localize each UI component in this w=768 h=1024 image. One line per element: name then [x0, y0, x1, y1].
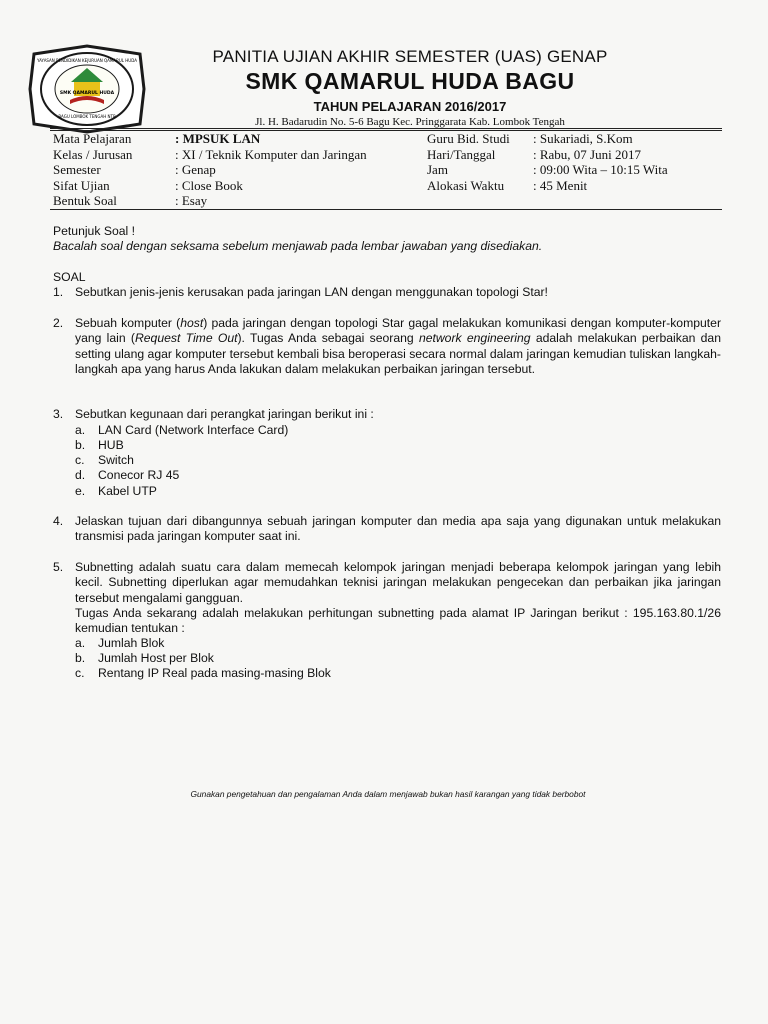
instructions-title: Petunjuk Soal !	[53, 224, 135, 238]
info-value: : 09:00 Wita – 10:15 Wita	[533, 162, 668, 177]
exam-info-left	[53, 131, 413, 209]
info-row	[427, 147, 722, 163]
question-text: Tugas Anda sekarang adalah melakukan perhitungan subnetting pada alamat IP Jaringan berikut : 195.163.80.1/26 kemudian tentukan :	[75, 606, 721, 636]
info-label: Sifat Ujian	[53, 177, 110, 193]
school-name: SMK QAMARUL HUDA BAGU	[245, 68, 575, 94]
info-value: : Genap	[175, 162, 216, 177]
info-row	[427, 131, 722, 147]
info-value: : XI / Teknik Komputer dan Jaringan	[175, 146, 367, 162]
info-value: : MPSUK LAN	[175, 131, 261, 146]
info-row	[53, 193, 413, 209]
exam-page: YAYASAN PENDIDIKAN KEJURUAN QAMARUL HUDA SMK QAMARUL HUDA BAGU LOMBOK TENGAH NTB PANITIA UJIAN AKHIR SEMESTER (UAS) GENAP SMK QAMARUL HUDA BAGU TAHUN PELAJARAN 2016/2017 Jl. H. Badarudin No. 5-6 Bagu Kec. Pringgarata Kab. Lombok Tengah Mata Pelajaran : MPSUK LAN Kelas / Jurusan : XI / Teknik Komputer dan Jaringan Semester : Genap Sifat Ujian : Close Book Bentuk Soal : Esay Guru Bid. Studi : Sukariadi, S.Kom Hari/Tanggal : Rabu, 07 Juni 2017 Jam : 09:00 Wita – 10:15 Wita Alokasi Waktu : 45 Menit Petunjuk Soal ! Bacalah soal dengan seksama sebelum menjawab pada lembar jawaban yang disediakan. SOAL 1. Sebutkan jenis-jenis kerusakan pada jaringan LAN dengan menggunakan topologi Star! 2. Sebuah komputer (host) pada jaringan dengan topologi Star gagal melakukan komunikasi dengan komputer-komputer yang lain (Request Time Out). Tugas Anda sebagai seorang network engineering adalah melakukan perbaikan dan setting ulang agar komputer tersebut kembali bisa beroperasi secara normal dalam jaringan kemudian tuliskan langkah-langkah apa yang harus Anda lakukan dalam melakukan perbaikan jaringan tersebut. 3. Sebutkan kegunaan dari perangkat jaringan berikut ini : a. LAN Card (Network Interface Card) b. HUB c. Switch d. Conecor RJ 45 e. Kabel UTP 4. Jelaskan tujuan dari dibangunnya sebuah jaringan komputer dan media apa saja yang digunakan untuk melakukan transmisi pada jaringan komputer saat ini. 5. Subnetting adalah suatu cara dalam memecah kelompok jaringan menjadi beberapa kelompok jaringan yang lebih kecil. Subnetting diperlukan agar memudahkan teknisi jaringan melakukan pengecekan dan perbaikan jika jaringan tersebut mengalami gangguan. Tugas Anda sekarang adalah melakukan perhitungan subnetting pada alamat IP Jaringan berikut : 195.163.80.1/26 kemudian tentukan : a. Jumlah Blok b. Jumlah Host per Blok c. Rentang IP Real pada masing-masing Blok Gunakan pengetahuan dan pengalaman Anda dalam menjawab bukan hasil karangan yang tidak berbobot	[0, 0, 768, 1024]
info-label: Kelas / Jurusan	[53, 146, 133, 162]
info-label: Hari/Tanggal	[427, 146, 496, 162]
info-label: Bentuk Soal	[53, 193, 117, 208]
logo-center-text: SMK QAMARUL HUDA	[59, 91, 115, 96]
question-number: 3.	[53, 407, 64, 421]
instructions-text: Bacalah soal dengan seksama sebelum menjawab pada lembar jawaban yang disediakan.	[53, 239, 543, 253]
info-row	[427, 162, 722, 178]
school-logo	[26, 44, 148, 134]
info-value: : Rabu, 07 Juni 2017	[533, 146, 641, 162]
info-label: Alokasi Waktu	[427, 177, 505, 193]
info-value: : Esay	[175, 193, 208, 208]
info-row	[427, 178, 722, 194]
info-row	[53, 131, 413, 147]
question-text: Jelaskan tujuan dari dibangunnya sebuah jaringan komputer dan media apa saja yang digunakan untuk melakukan transmisi pada jaringan komputer saat ini.	[75, 514, 721, 544]
info-label: Mata Pelajaran	[53, 131, 132, 146]
info-value: : Close Book	[175, 177, 243, 193]
question-number: 1.	[53, 285, 64, 299]
question-text: Sebuah komputer (host) pada jaringan dengan topologi Star gagal melakukan komunikasi dengan komputer-komputer yang lain (Request Time Out). Tugas Anda sebagai seorang network engineering adalah melakukan perbaikan dan setting ulang agar komputer tersebut kembali bisa beroperasi secara normal dalam jaringan kemudian tuliskan langkah-langkah apa yang harus Anda lakukan dalam melakukan perbaikan jaringan tersebut.	[75, 316, 721, 376]
info-label: Semester	[53, 162, 101, 177]
footer-note: Gunakan pengetahuan dan pengalaman Anda dalam menjawab bukan hasil karangan yang tidak berbobot	[190, 789, 586, 799]
question-number: 5.	[53, 560, 64, 574]
header-rule-top	[50, 128, 722, 129]
info-value: : Sukariadi, S.Kom	[533, 131, 633, 146]
info-row	[53, 162, 413, 178]
logo-top-text: YAYASAN PENDIDIKAN KEJURUAN QAMARUL HUDA	[37, 58, 137, 63]
info-value: : 45 Menit	[533, 177, 588, 193]
info-row	[53, 147, 413, 163]
info-row	[53, 178, 413, 194]
questions-title: SOAL	[53, 270, 86, 284]
academic-year: TAHUN PELAJARAN 2016/2017	[313, 99, 507, 114]
info-label: Guru Bid. Studi	[427, 131, 510, 146]
committee-title: PANITIA UJIAN AKHIR SEMESTER (UAS) GENAP	[212, 47, 608, 66]
info-label: Jam	[427, 162, 448, 177]
info-rule	[50, 209, 722, 210]
question-number: 4.	[53, 514, 64, 528]
question-text: Subnetting adalah suatu cara dalam memecah kelompok jaringan menjadi beberapa kelompok jaringan yang lebih kecil. Subnetting diperlukan agar memudahkan teknisi jaringan melakukan pengecekan dan perbaikan jika jaringan tersebut mengalami gangguan.	[75, 560, 721, 605]
question-number: 2.	[53, 316, 64, 330]
question-text: Sebutkan jenis-jenis kerusakan pada jaringan LAN dengan menggunakan topologi Star!	[75, 285, 548, 299]
logo-bottom-text: BAGU LOMBOK TENGAH NTB	[58, 114, 116, 119]
exam-info-right	[427, 131, 722, 193]
question-text: Sebutkan kegunaan dari perangkat jaringan berikut ini :	[75, 407, 374, 421]
school-address: Jl. H. Badarudin No. 5-6 Bagu Kec. Pringgarata Kab. Lombok Tengah	[255, 116, 565, 128]
